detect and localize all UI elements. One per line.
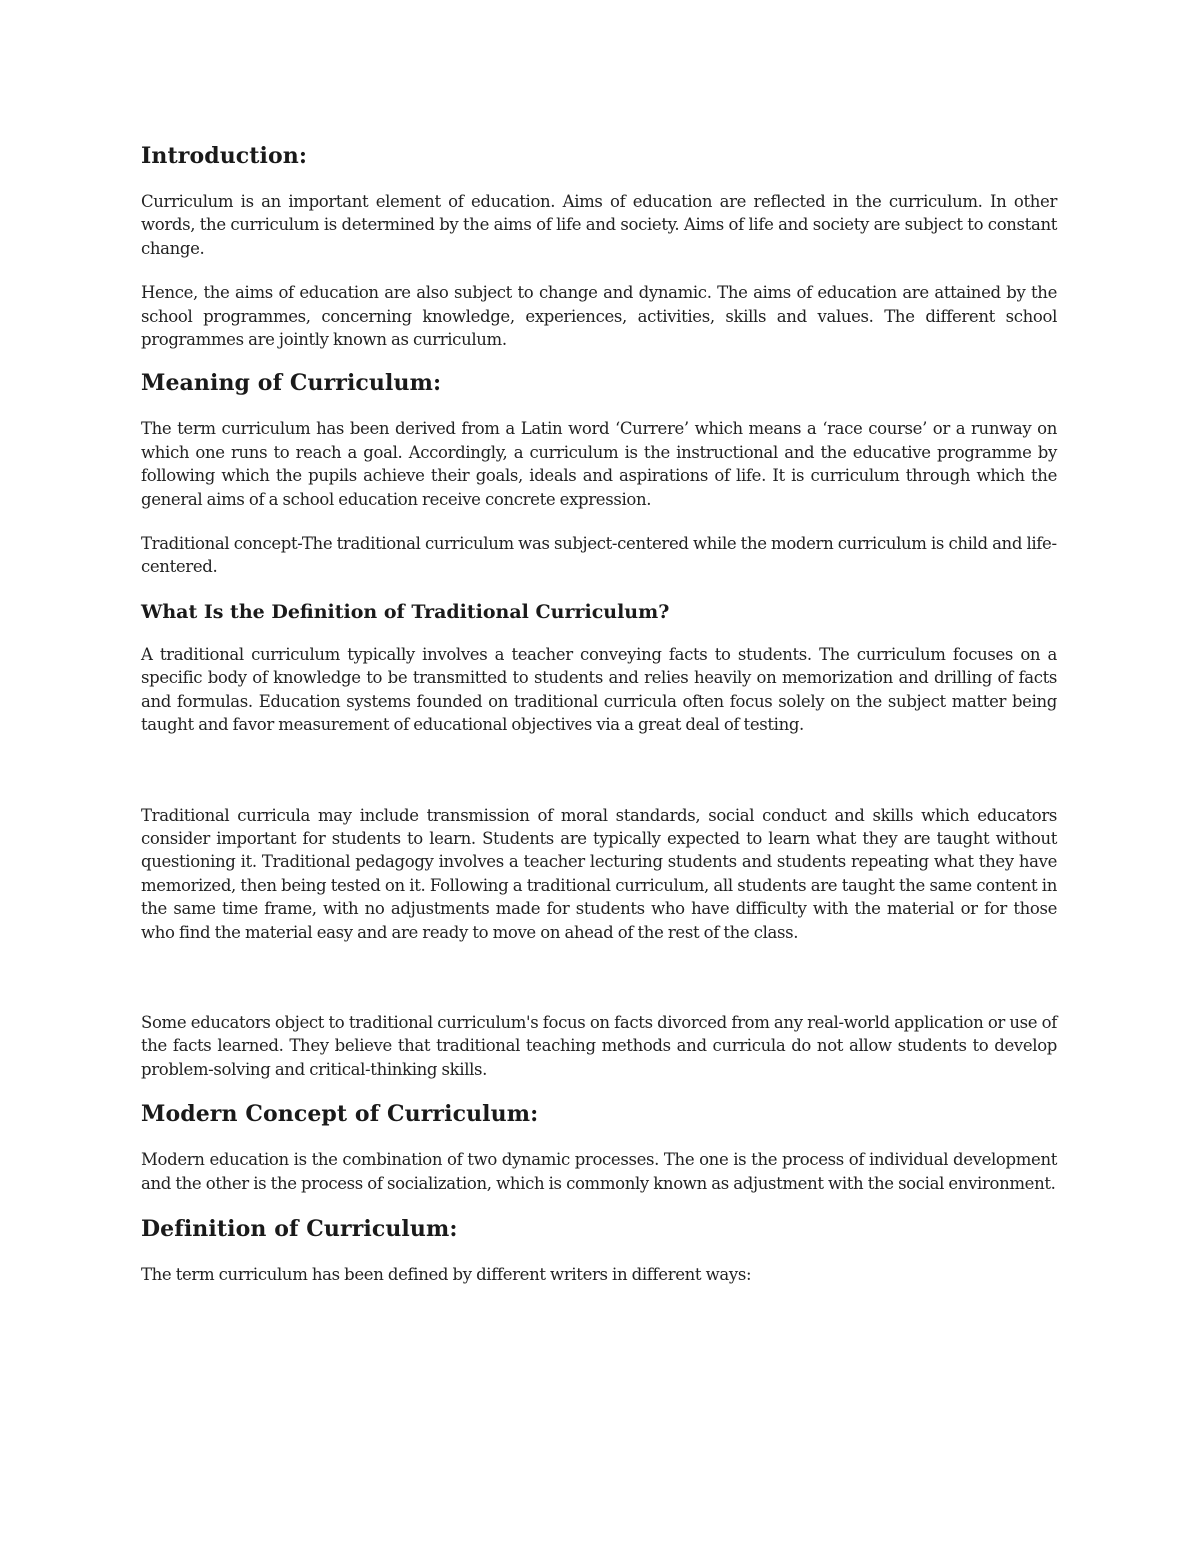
paragraph-traditional-2: Traditional curricula may include transmission of moral standards, social conduct and skills which educators consider important for students to learn. Students are typically expected to learn what they are taught without questioning it. Traditional pedagogy involves a teacher lecturing students and students repeating what they have memorized, then being tested on it. Following a traditional curriculum, all students are taught the same content in the same time frame, with no adjustments made for students who have difficulty with the material or for those who find the material easy and are ready to move on ahead of the rest of the class.: [141, 805, 1057, 942]
heading-meaning-of-curriculum: Meaning of Curriculum:: [141, 370, 442, 397]
paragraph-meaning-1: The term curriculum has been derived from a Latin word ‘Currere’ which means a ‘race course’ or a runway on which one runs to reach a goal. Accordingly, a curriculum is the instructional and the educative programme by following which the pupils achieve their goals, ideals and aspirations of life. It is curriculum through which the general aims of a school education receive concrete expression.: [141, 419, 1057, 509]
heading-definition-of-curriculum: Definition of Curriculum:: [141, 1215, 458, 1242]
heading-traditional-curriculum-definition: What Is the Definition of Traditional Curriculum?: [141, 600, 670, 623]
heading-modern-concept: Modern Concept of Curriculum:: [141, 1101, 539, 1128]
paragraph-modern-1: Modern education is the combination of two dynamic processes. The one is the process of individual development and the other is the process of socialization, which is commonly known as adjustment with the social environment.: [141, 1150, 1057, 1193]
heading-introduction: Introduction:: [141, 143, 308, 169]
paragraph-traditional-1: A traditional curriculum typically involves a teacher conveying facts to students. The curriculum focuses on a specific body of knowledge to be transmitted to students and relies heavily on memorization and drilling of facts and formulas. Education systems founded on traditional curricula often focus solely on the subject matter being taught and favor measurement of educational objectives via a great deal of testing.: [141, 644, 1057, 735]
paragraph-traditional-3: Some educators object to traditional curriculum's focus on facts divorced from any real-world application or use of the facts learned. They believe that traditional teaching methods and curricula do not allow students to develop problem-solving and critical-thinking skills.: [141, 1012, 1057, 1079]
paragraph-intro-2: Hence, the aims of education are also subject to change and dynamic. The aims of education are attained by the school programmes, concerning knowledge, experiences, activities, skills and values. The different school programmes are jointly known as curriculum.: [141, 283, 1057, 350]
paragraph-definition-1: The term curriculum has been defined by different writers in different ways:: [141, 1264, 752, 1284]
document-body: [141, 138, 1057, 1286]
paragraph-meaning-2: Traditional concept-The traditional curriculum was subject-centered while the modern curriculum is child and life-centered.: [141, 534, 1057, 577]
paragraph-intro-1: Curriculum is an important element of education. Aims of education are reflected in the curriculum. In other words, the curriculum is determined by the aims of life and society. Aims of life and society are subject to constant change.: [141, 192, 1057, 258]
